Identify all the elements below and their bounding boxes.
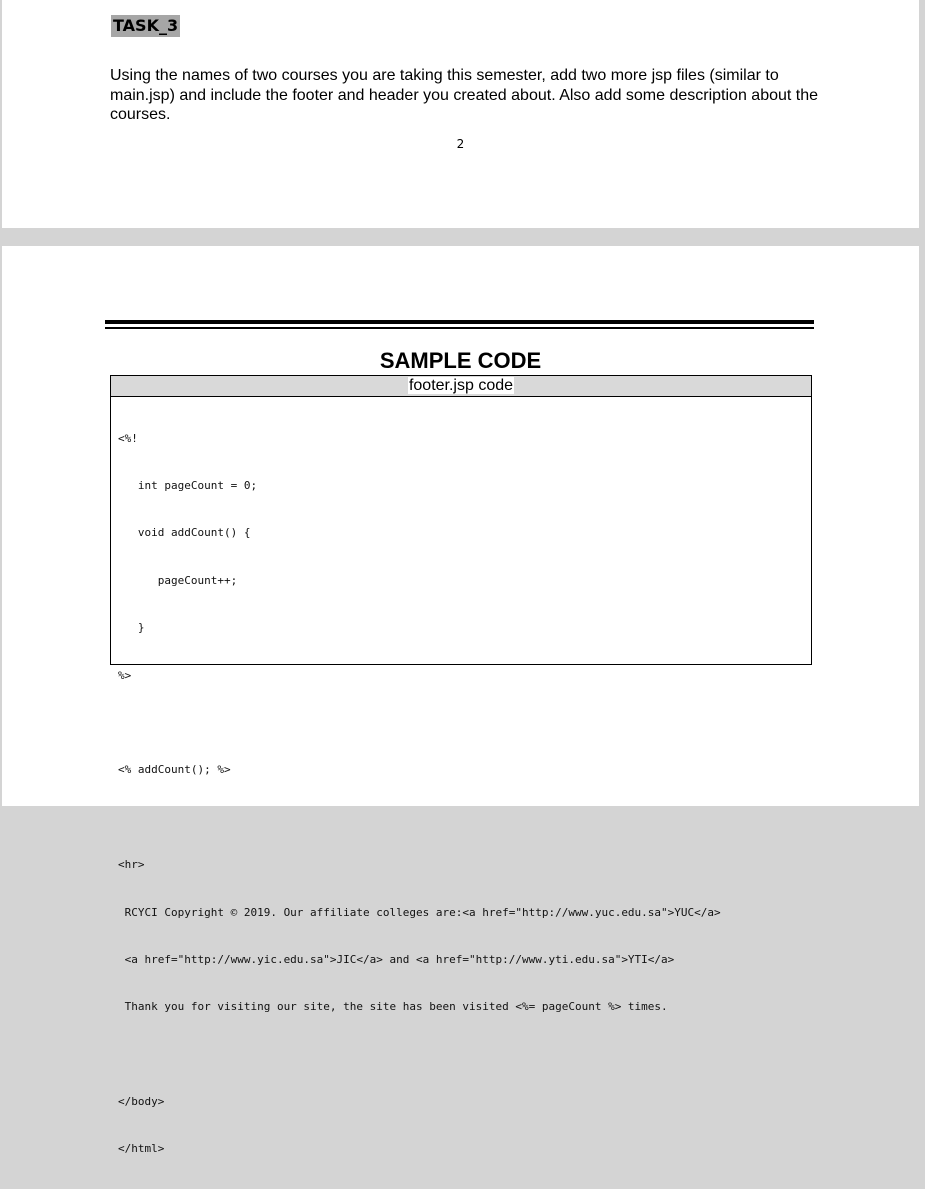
code-line: </body>: [118, 1095, 165, 1109]
code-line: [118, 715, 811, 731]
page-number: 2: [456, 137, 465, 151]
code-line: <hr>: [118, 858, 145, 872]
code-line: int pageCount = 0;: [118, 478, 258, 492]
task-description: Using the names of two courses you are taking this semester, add two more jsp files (similar to main.jsp) and include the footer and header you created about. Also add some description about the courses.: [110, 67, 819, 123]
code-line: <% addCount(); %>: [118, 763, 231, 777]
code-box-header: [111, 376, 811, 397]
code-box: [110, 375, 812, 1156]
code-line: RCYCI Copyright © 2019. Our affiliate colleges are:<a href="http://www.yuc.edu.sa">YUC</a>: [118, 905, 721, 919]
code-listing: [111, 397, 811, 1189]
document-page-2: [2, 246, 919, 1156]
code-line: void addCount() {: [118, 526, 251, 540]
code-line: Thank you for visiting our site, the site has been visited <%= pageCount %> times.: [118, 1000, 668, 1014]
code-line: <%!: [118, 431, 138, 445]
task-heading: TASK_3: [113, 16, 179, 35]
sample-code-title: SAMPLE CODE: [379, 348, 542, 373]
heading-rule-thin: [105, 327, 814, 329]
heading-rule-thick: [105, 320, 814, 324]
code-box-header-label: footer.jsp code: [408, 377, 514, 394]
code-line: <a href="http://www.yic.edu.sa">JIC</a> and <a href="http://www.yti.edu.sa">YTI</a>: [118, 952, 675, 966]
code-line: [118, 1047, 811, 1063]
code-line: </html>: [118, 1142, 165, 1156]
code-line: pageCount++;: [118, 573, 238, 587]
code-line: %>: [118, 668, 132, 682]
code-line: [118, 810, 811, 826]
code-line: }: [118, 621, 145, 635]
document-page-1: [2, 0, 919, 228]
